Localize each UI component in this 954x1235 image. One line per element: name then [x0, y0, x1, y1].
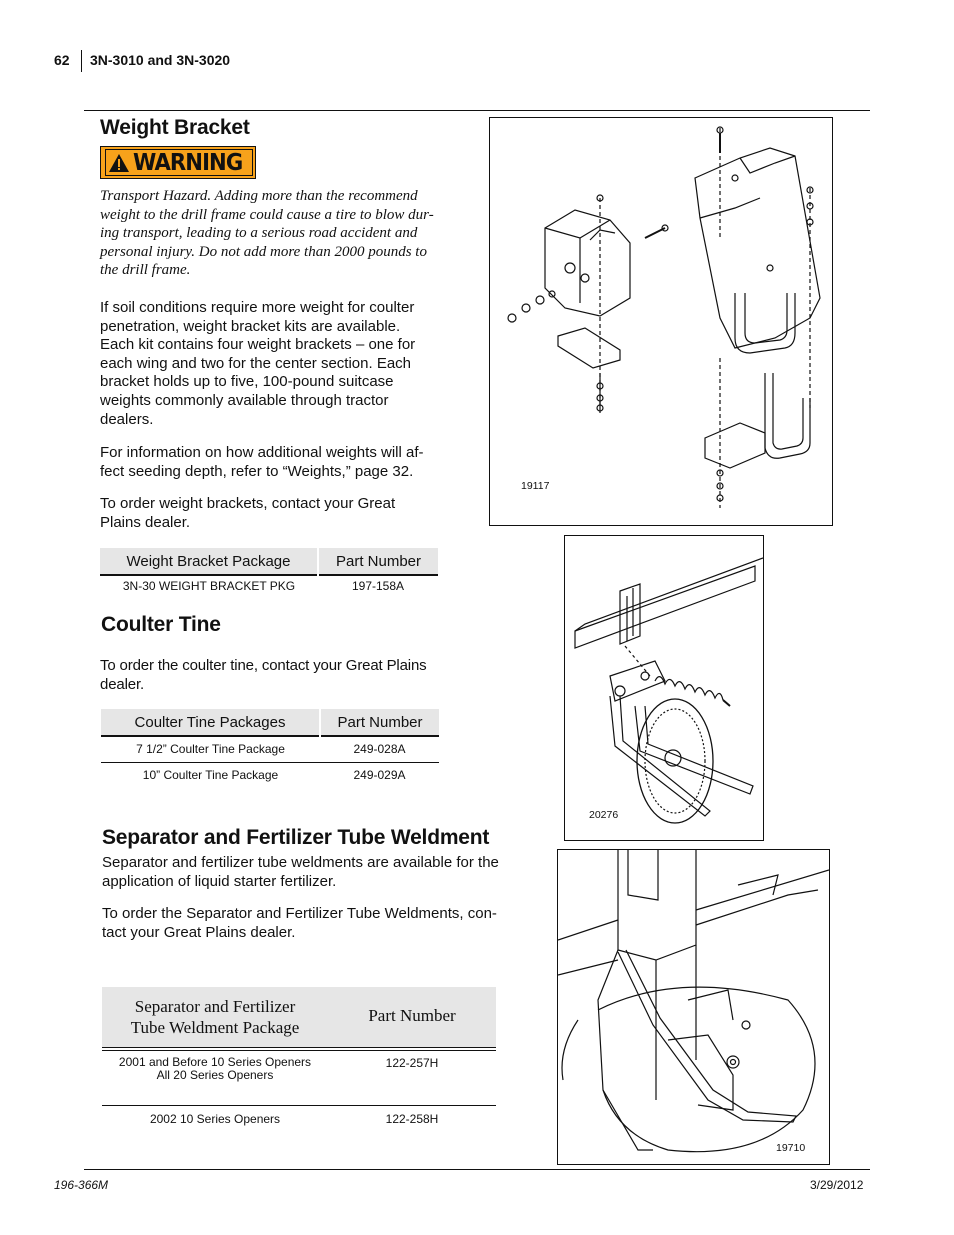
weight-bracket-paragraph-2: [100, 444, 424, 481]
warning-label: [100, 146, 256, 179]
coulter-tine-illustration: [565, 536, 763, 840]
table-cell: 122-258H: [385, 1112, 439, 1126]
warning-triangle-icon: [108, 153, 130, 173]
header-divider: [81, 50, 82, 72]
table-cell: 10” Coulter Tine Package: [142, 768, 279, 783]
table-header: Part Number: [318, 548, 438, 575]
warning-line: weight to the drill frame could cause a tire to blow dur-: [100, 206, 434, 223]
warning-line: Transport Hazard. Adding more than the recommend: [100, 188, 418, 204]
table-rule: [102, 1050, 496, 1051]
footer-rule: [84, 1169, 870, 1170]
table-cell: [102, 1056, 328, 1082]
text-line: tact your Great Plains dealer.: [102, 923, 296, 941]
cell-line: 2001 and Before 10 Series Openers: [118, 1055, 312, 1069]
weight-bracket-paragraph-3: [100, 495, 395, 532]
header-line: Separator and Fertilizer: [134, 997, 296, 1016]
table-row: [101, 762, 439, 788]
footer-date: 3/29/2012: [810, 1178, 864, 1192]
text-line: To order the coulter tine, contact your Great Plains: [100, 657, 427, 674]
text-line: dealers.: [100, 410, 154, 428]
text-line: fect seeding depth, refer to “Weights,” page 32.: [100, 462, 414, 480]
separator-paragraph-1: [102, 854, 499, 891]
header-title: 3N-3010 and 3N-3020: [90, 52, 231, 68]
cell-line: All 20 Series Openers: [156, 1068, 274, 1082]
text-line: each wing and two for the center section. Each: [100, 354, 412, 372]
warning-line: personal injury. Do not add more than 2000 pounds to: [100, 243, 427, 260]
weight-bracket-paragraph-1: [100, 299, 415, 429]
coulter-tine-heading: Coulter Tine: [101, 613, 221, 636]
table-cell: 2002 10 Series Openers: [149, 1112, 281, 1126]
table-cell: 3N-30 WEIGHT BRACKET PKG: [122, 578, 296, 593]
text-line: dealer.: [100, 675, 144, 693]
figure-separator: [557, 849, 830, 1165]
coulter-tine-paragraph: [100, 657, 427, 694]
figure-number: 20276: [589, 809, 619, 821]
warning-line: ing transport, leading to a serious road accident and: [100, 225, 418, 242]
table-header: Part Number: [320, 709, 439, 736]
figure-number: 19710: [776, 1142, 806, 1154]
table-cell: 249-028A: [353, 742, 406, 757]
text-line: To order weight brackets, contact your Great: [100, 495, 396, 512]
figure-weight-bracket: [489, 117, 833, 526]
text-line: penetration, weight bracket kits are available.: [100, 317, 401, 335]
table-cell: 197-158A: [351, 578, 405, 593]
warning-line: the drill frame.: [100, 262, 191, 279]
table-header: Weight Bracket Package: [100, 548, 318, 575]
warning-text: [100, 187, 434, 280]
text-line: For information on how additional weights will af-: [100, 444, 424, 461]
separator-table-header: [102, 987, 496, 1047]
weight-bracket-illustration: [490, 118, 832, 525]
weight-bracket-heading: Weight Bracket: [100, 116, 250, 139]
figure-coulter-tine: [564, 535, 764, 841]
table-cell: 249-029A: [353, 768, 406, 783]
table-row: [100, 575, 438, 595]
header-line: Tube Weldment Package: [130, 1018, 300, 1037]
text-line: Separator and fertilizer tube weldments are available for the: [102, 854, 499, 871]
page-number: 62: [54, 52, 70, 68]
text-line: bracket holds up to five, 100-pound suitcase: [100, 373, 394, 391]
table-cell: 7 1/2” Coulter Tine Package: [136, 742, 285, 757]
warning-word: WARNING: [133, 149, 243, 176]
table-rule: [102, 1105, 496, 1106]
separator-paragraph-2: [102, 905, 497, 942]
separator-illustration: [558, 850, 829, 1164]
text-line: application of liquid starter fertilizer.: [102, 872, 337, 890]
table-header: Part Number: [368, 1006, 456, 1025]
table-header: [102, 996, 328, 1038]
header-rule: [84, 110, 870, 111]
text-line: Each kit contains four weight brackets – one for: [100, 336, 416, 354]
text-line: Plains dealer.: [100, 513, 191, 531]
weight-bracket-table: [100, 548, 438, 595]
table-header: Coulter Tine Packages: [101, 709, 320, 736]
coulter-tine-table: [101, 709, 439, 788]
doc-number: 196-366M: [54, 1178, 109, 1192]
separator-heading: Separator and Fertilizer Tube Weldment: [102, 826, 490, 849]
text-line: weights commonly available through tractor: [100, 391, 389, 409]
table-row: [101, 736, 439, 762]
text-line: To order the Separator and Fertilizer Tube Weldments, con-: [102, 905, 497, 922]
figure-number: 19117: [521, 480, 550, 492]
table-cell: 122-257H: [385, 1056, 439, 1070]
text-line: If soil conditions require more weight for coulter: [100, 299, 415, 316]
table-rule: [102, 1047, 496, 1048]
